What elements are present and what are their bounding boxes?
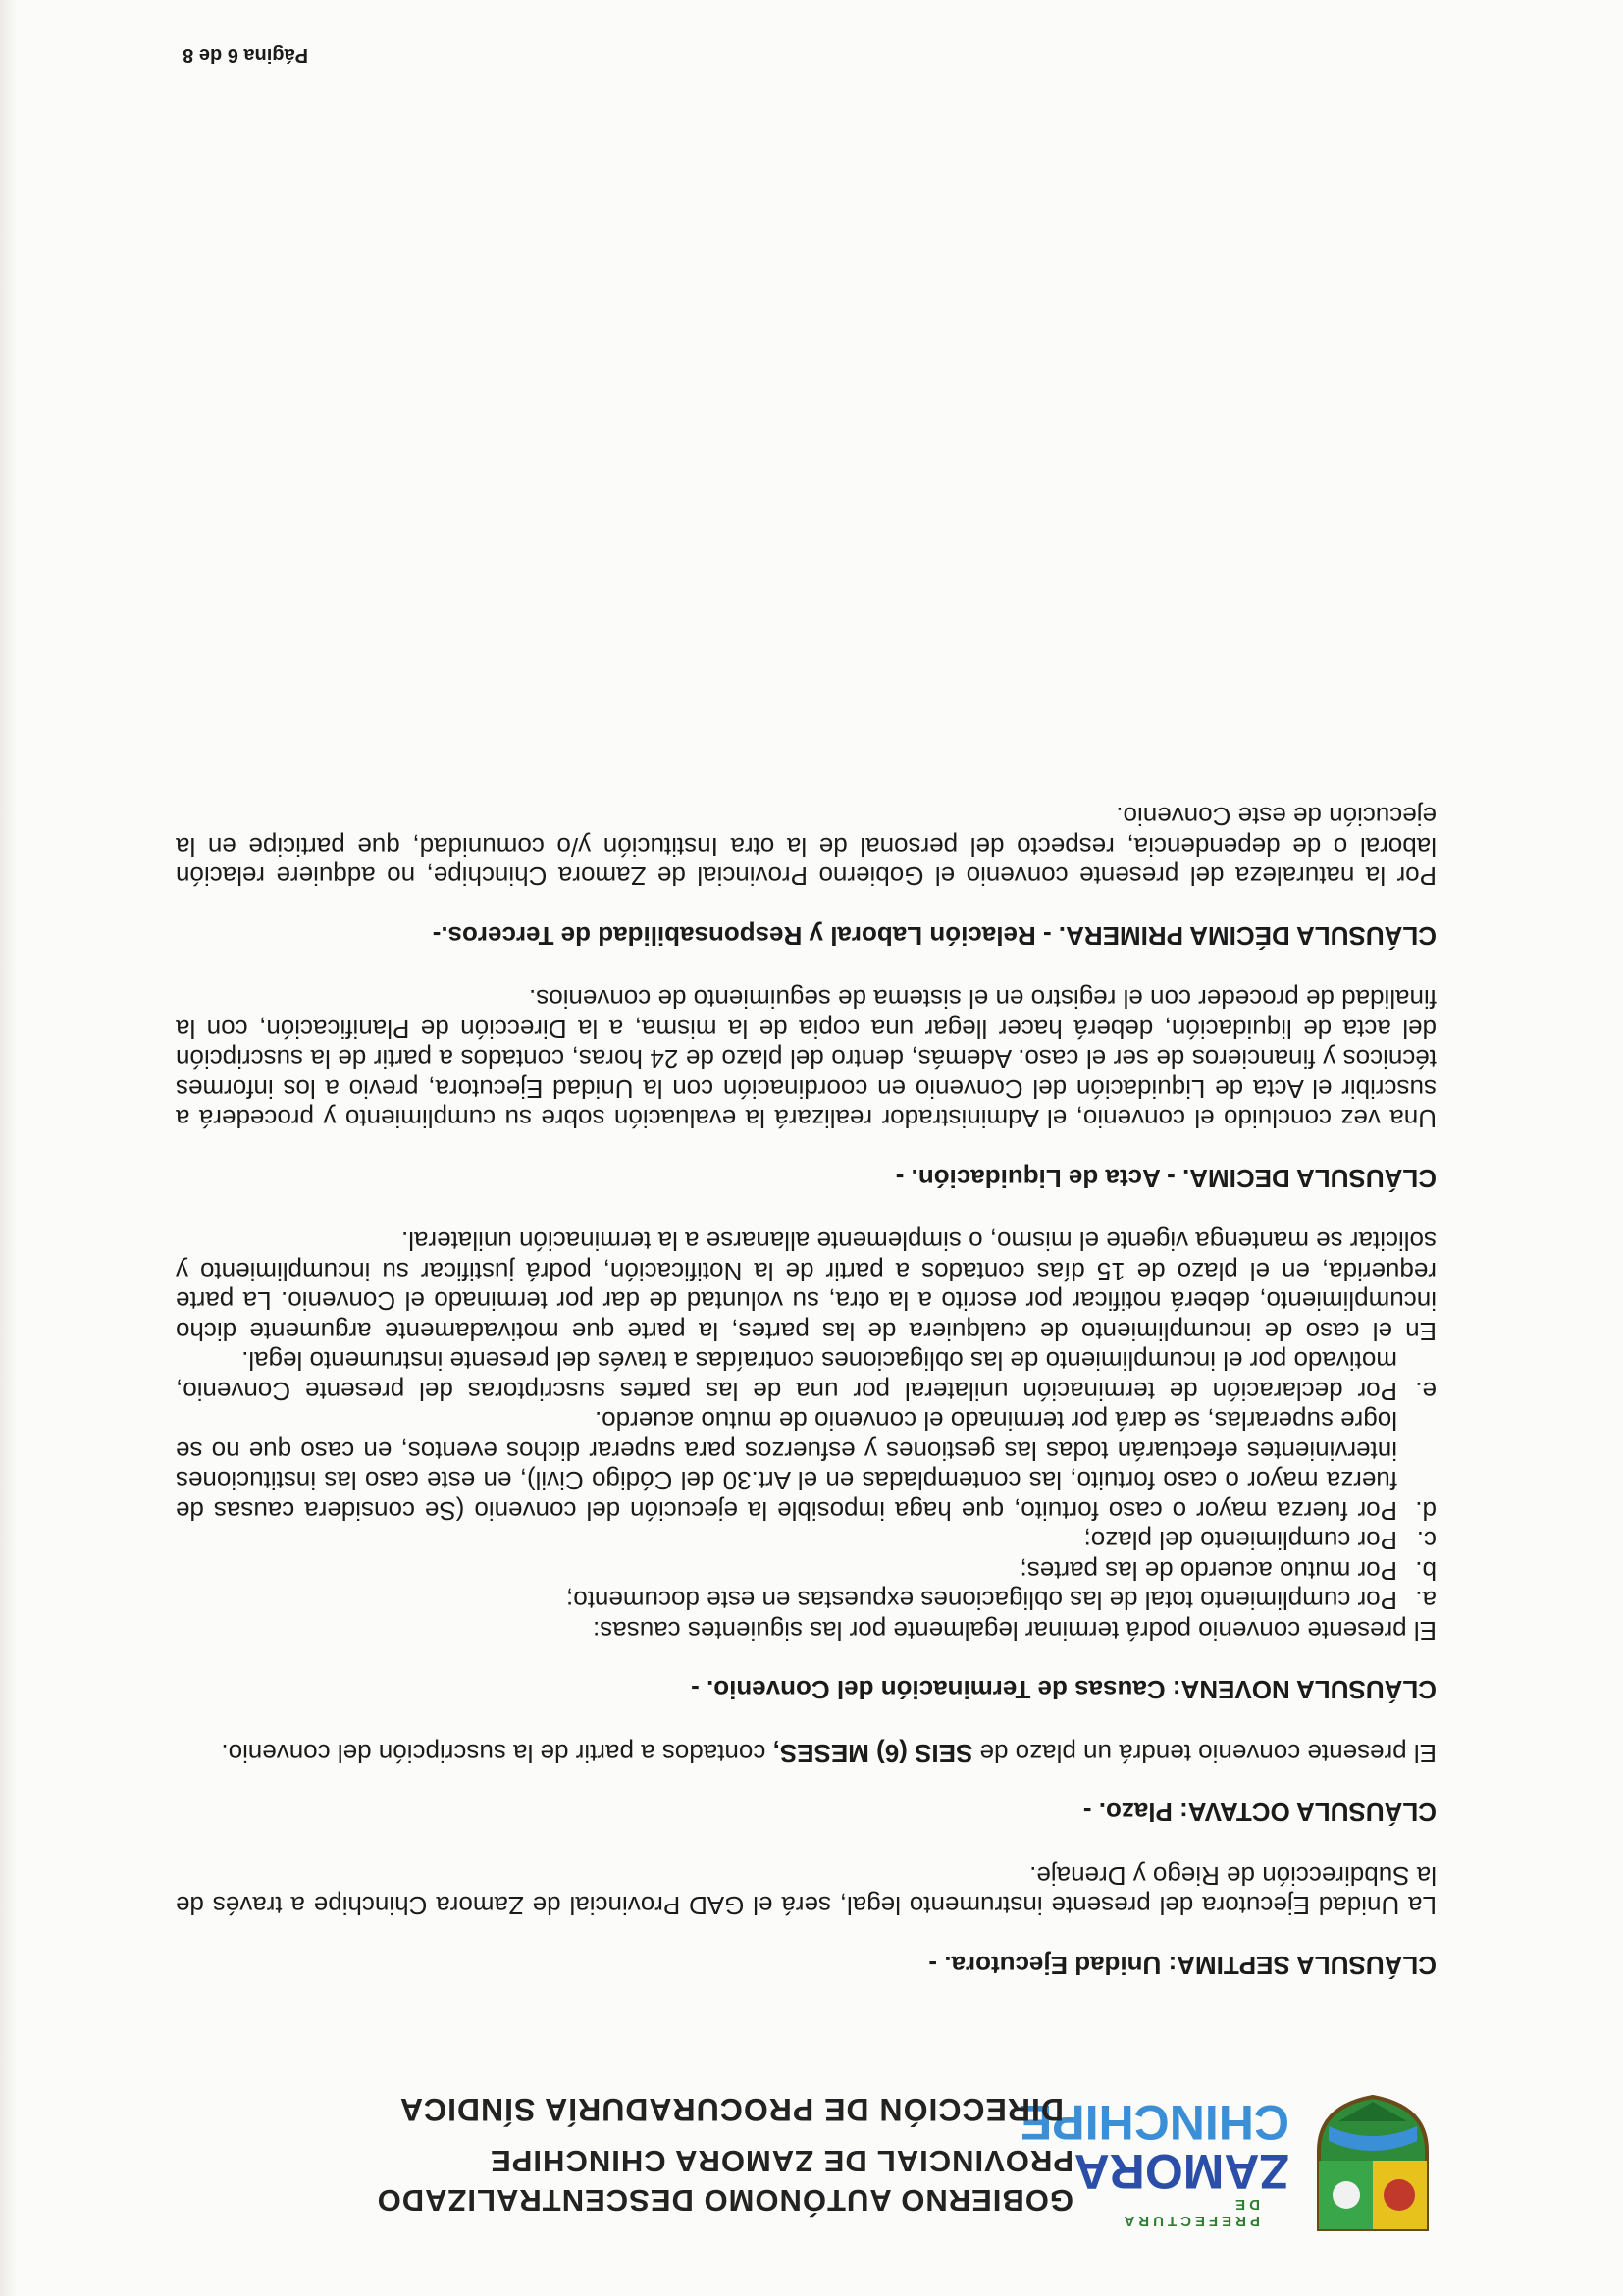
clause-seventh-title: CLÁUSULA SEPTIMA: Unidad Ejecutora. - [928,1951,1437,1980]
clause-ninth-closing: En el caso de incumplimiento de cualquiera de las partes, la parte que motivadamente argumente dicho incumplimiento, deberá notificar por escrito a la otra, su voluntad de dar por terminado el Convenio. La parte requerida, en el plazo de 15 días contados a partir de la Notificación, podrá justificar su incumplimiento y solicitar se mantenga vigente el mismo, o simplemente allanarse a la terminación unilateral. [176,1226,1437,1346]
clause-tenth-text: Una vez concluido el convenio, el Administrador realizará la evaluación sobre su cumplimiento y procederá a suscribir el Acta de Liquidación del Convenio en coordinación con la Unidad Ejecutora, previo a los informes técnicos y financieros de ser el caso. Además, dentro del plazo de 24 horas, contados a partir de la suscripción del acta de liquidación, deberá hacer llegar una copia de la misma, a la Dirección de Planificación, con la finalidad de proceder con el registro en el sistema de seguimiento de convenios. [176,984,1437,1134]
scan-edge [0,0,18,2296]
provincial-seal-icon [1309,2092,1437,2239]
brand-name-line2: CHINCHIPE [1019,2095,1289,2150]
list-item: e. Por declaración de terminación unilateral por una de las partes suscriptoras del presente Convenio, motivado por el incumplimiento de las obligaciones contraídas a través del presente instrumento legal. [176,1346,1437,1406]
clause-eighth-text-before: El presente convenio tendrá un plazo de [972,1739,1437,1768]
list-item: a. Por cumplimiento total de las obligaciones expuestas en este documento; [566,1586,1437,1616]
brand-logo [1019,2092,1289,2229]
institution-block [171,2088,1073,2219]
clause-eleventh-text: Por la naturaleza del presente convenio el Gobierno Provincial de Zamora Chinchipe, no adquiere relación laboral o de dependencia, respecto del personal de la otra Institución y/o comunidad, que participe en la ejecución de este Convenio. [176,802,1437,892]
clause-eighth-text [176,1739,1437,1769]
clause-eleventh-title: CLÁUSULA DÉCIMA PRIMERA. - Relación Laboral y Responsabilidad de Terceros.- [432,921,1437,951]
clause-eighth-text-after: contados a partir de la suscripción del convenio. [221,1739,773,1768]
document-body [176,802,1437,1980]
list-item: d. Por fuerza mayor o caso fortuito, que haga imposible la ejecución del convenio (Se considera causas de fuerza mayor o caso fortuito, las contempladas en el Art.30 del Código Civil), en este caso las instituciones intervinientes efectuarán todas las gestiones y esfuerzos para superar dichos eventos, en caso que no se logre superarlas, se dará por terminado el convenio de mutuo acuerdo. [176,1406,1437,1526]
list-item: b. Por mutuo acuerdo de las partes; [1020,1556,1437,1586]
clause-eighth-title [176,1798,1437,1828]
department-name: DIRECCIÓN DE PROCURADURÍA SÍNDICA [398,2092,1064,2127]
clause-tenth-title: CLÁUSULA DECIMA. - Acta de Liquidación. - [895,1164,1437,1193]
clause-eighth-term: SEIS (6) MESES, [772,1739,973,1768]
clause-ninth-title: CLÁUSULA NOVENA: Causas de Terminación del Convenio. - [691,1675,1437,1705]
list-item: c. Por cumplimiento del plazo; [1083,1526,1437,1556]
brand-name-line1: ZAMORA [1073,2144,1289,2199]
institution-name-line1: GOBIERNO AUTÓNOMO DESCENTRALIZADO [376,2183,1073,2218]
clause-ninth-intro: El presente convenio podrá terminar legalmente por las siguientes causas: [593,1616,1437,1645]
brand-prefix: PREFECTURA DE [1121,2196,1260,2229]
clause-eighth-title-rest: Plazo. - [1082,1798,1180,1828]
termination-causes-list [176,1346,1437,1616]
page-number: Página 6 de 8 [183,44,308,66]
institution-name-line2: PROVINCIAL DE ZAMORA CHINCHIPE [490,2144,1073,2178]
letterhead [181,2092,1437,2239]
clause-eighth-title-main: CLÁUSULA OCTAVA: [1179,1798,1437,1828]
clause-seventh-text: La Unidad Ejecutora del presente instrumento legal, será el GAD Provincial de Zamora Chinchipe a través de la Subdirección de Riego y Drenaje. [176,1861,1437,1921]
